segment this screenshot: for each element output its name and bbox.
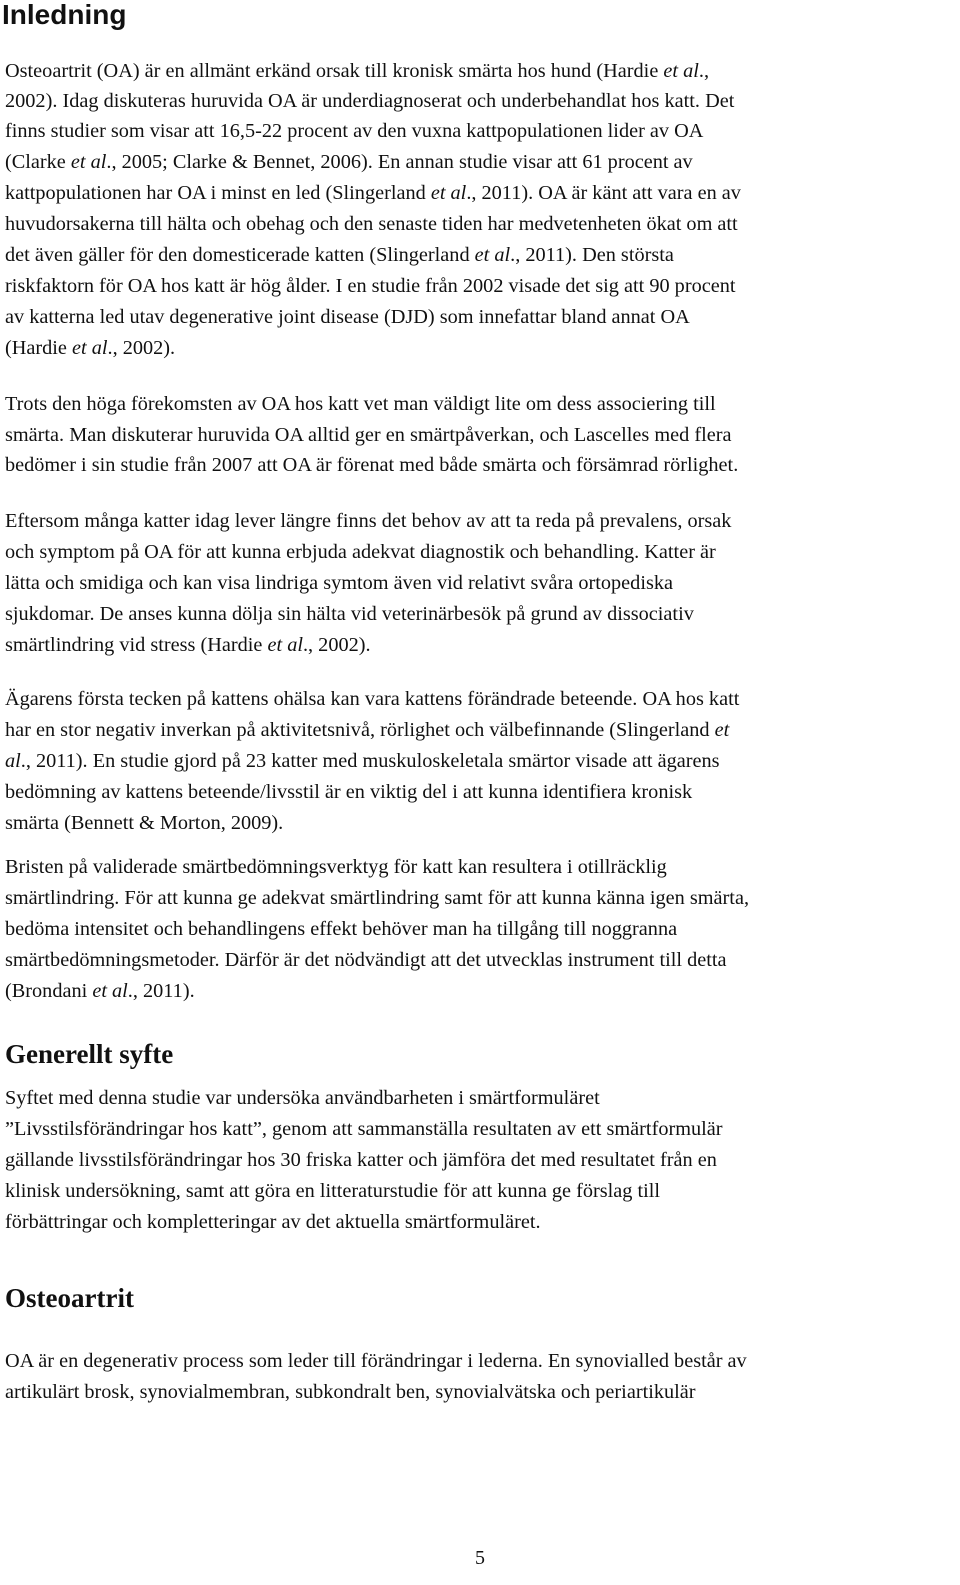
text-line: Osteoartrit (OA) är en allmänt erkänd orsak till kronisk smärta hos hund (Hardie et al.,	[5, 60, 710, 82]
text-line: smärtlindring. För att kunna ge adekvat smärtlindring samt för att kunna känna igen smärta,	[5, 887, 750, 909]
text-line: Syftet med denna studie var undersöka användbarheten i smärtformuläret	[5, 1087, 600, 1109]
text-line: Ägarens första tecken på kattens ohälsa kan vara kattens förändrade beteende. OA hos katt	[5, 688, 740, 710]
text-line: kattpopulationen har OA i minst en led (Slingerland et al., 2011). OA är känt att vara en av	[5, 182, 741, 204]
text-line: smärtbedömningsmetoder. Därför är det nödvändigt att det utvecklas instrument till detta	[5, 949, 727, 971]
text-line: av katterna led utav degenerative joint disease (DJD) som innefattar bland annat OA	[5, 306, 690, 328]
text-line: smärtlindring vid stress (Hardie et al., 2002).	[5, 634, 371, 656]
text-line: smärta. Man diskuterar huruvida OA alltid ger en smärtpåverkan, och Lascelles med flera	[5, 424, 732, 446]
text-line: finns studier som visar att 16,5-22 procent av den vuxna kattpopulationen lider av OA	[5, 120, 704, 142]
page-number: 5	[475, 1547, 485, 1569]
text-line: 2002). Idag diskuteras huruvida OA är underdiagnoserat och underbehandlat hos katt. Det	[5, 90, 735, 112]
text-line: förbättringar och kompletteringar av det aktuella smärtformuläret.	[5, 1211, 541, 1233]
text-line: smärta (Bennett & Morton, 2009).	[5, 812, 284, 834]
text-line: huvudorsakerna till hälta och obehag och den senaste tiden har medvetenheten ökat om att	[5, 213, 738, 235]
section-heading-generellt-syfte: Generellt syfte	[5, 1039, 174, 1069]
text-line: ”Livsstilsförändringar hos katt”, genom att sammanställa resultaten av ett smärtformulär	[5, 1118, 723, 1140]
text-line: Bristen på validerade smärtbedömningsverktyg för katt kan resultera i otillräcklig	[5, 856, 667, 878]
text-line: (Hardie et al., 2002).	[5, 337, 176, 359]
text-line: det även gäller för den domesticerade katten (Slingerland et al., 2011). Den största	[5, 244, 674, 266]
section-heading-osteoartrit: Osteoartrit	[5, 1283, 134, 1313]
text-line: och symptom på OA för att kunna erbjuda adekvat diagnostik och behandling. Katter är	[5, 541, 716, 563]
text-line: gällande livsstilsförändringar hos 30 friska katter och jämföra det med resultatet från en	[5, 1149, 717, 1171]
text-line: lätta och smidiga och kan visa lindriga symtom även vid relativt svåra ortopediska	[5, 572, 673, 594]
text-line: (Brondani et al., 2011).	[5, 980, 195, 1002]
text-line: sjukdomar. De anses kunna dölja sin hälta vid veterinärbesök på grund av dissociativ	[5, 603, 694, 625]
text-line: riskfaktorn för OA hos katt är hög ålder. I en studie från 2002 visade det sig att 90 procent	[5, 275, 736, 297]
text-line: al., 2011). En studie gjord på 23 katter med muskuloskeletala smärtor visade att ägarens	[5, 750, 720, 772]
text-line: klinisk undersökning, samt att göra en litteraturstudie för att kunna ge förslag till	[5, 1180, 661, 1202]
text-line: (Clarke et al., 2005; Clarke & Bennet, 2006). En annan studie visar att 61 procent av	[5, 151, 693, 173]
text-line: OA är en degenerativ process som leder till förändringar i lederna. En synovialled består av	[5, 1350, 747, 1372]
text-line: har en stor negativ inverkan på aktivitetsnivå, rörlighet och välbefinnande (Slingerland et	[5, 719, 730, 741]
text-line: bedömning av kattens beteende/livsstil är en viktig del i att kunna identifiera kronisk	[5, 781, 693, 803]
text-line: Eftersom många katter idag lever längre finns det behov av att ta reda på prevalens, orsak	[5, 510, 732, 532]
text-line: Trots den höga förekomsten av OA hos katt vet man väldigt lite om dess associering till	[5, 393, 716, 415]
page-title: Inledning	[2, 0, 127, 30]
text-line: artikulärt brosk, synovialmembran, subkondralt ben, synovialvätska och periartikulär	[5, 1381, 696, 1403]
text-line: bedömer i sin studie från 2007 att OA är förenat med både smärta och försämrad rörlighet.	[5, 454, 739, 476]
text-line: bedöma intensitet och behandlingens effekt behöver man ha tillgång till noggranna	[5, 918, 678, 940]
